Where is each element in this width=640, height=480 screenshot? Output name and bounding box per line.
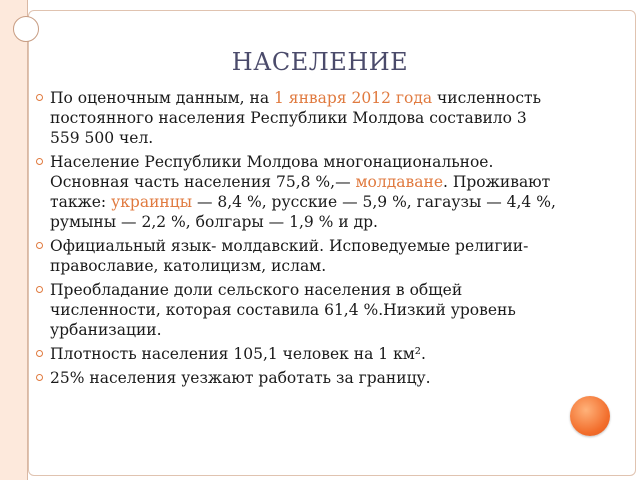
bullet-icon — [36, 94, 43, 101]
bullet-text: Плотность населения 105,1 человек на 1 км². — [50, 345, 426, 363]
bullet-item — [36, 152, 556, 232]
bullet-text: 25% населения уезжают работать за границу. — [50, 369, 431, 387]
bullet-text: Преобладание доли сельского населения в общей численности, которая составила 61,4 %.Низкий уровень урбанизации. — [50, 281, 516, 339]
bullet-item — [36, 236, 556, 276]
highlighted-term: 1 января 2012 года — [274, 89, 433, 107]
bullet-text: По оценочным данным, на — [50, 89, 275, 107]
bullet-icon — [36, 158, 43, 165]
orange-circle-icon — [570, 396, 610, 436]
circle-top-icon — [13, 16, 39, 42]
bullet-icon — [36, 242, 43, 249]
highlighted-term: украинцы — [111, 193, 193, 211]
bullet-item — [36, 368, 556, 388]
bullet-item — [36, 88, 556, 148]
bullet-text: . Проживают также: — [50, 173, 551, 211]
bullet-icon — [36, 286, 43, 293]
bullet-icon — [36, 374, 43, 381]
bullet-item — [36, 280, 556, 340]
bullet-text: численность постоянного населения Республики Молдова составило 3 559 500 чел. — [50, 89, 542, 147]
bullet-item — [36, 344, 556, 364]
bullet-text: Население Республики Молдова многонациональное. Основная часть населения 75,8 %,— — [50, 153, 494, 191]
highlighted-term: молдаване — [355, 173, 443, 191]
slide-title: НАСЕЛЕНИЕ — [231, 48, 409, 76]
bullet-icon — [36, 350, 43, 357]
bullet-text: — 8,4 %, русские — 5,9 %, гагаузы — 4,4 %, румыны — 2,2 %, болгары — 1,9 % и др. — [50, 193, 556, 231]
bullet-text: Официальный язык- молдавский. Исповедуемые религии- православие, католицизм, ислам. — [50, 237, 529, 275]
bullet-list — [36, 88, 556, 392]
